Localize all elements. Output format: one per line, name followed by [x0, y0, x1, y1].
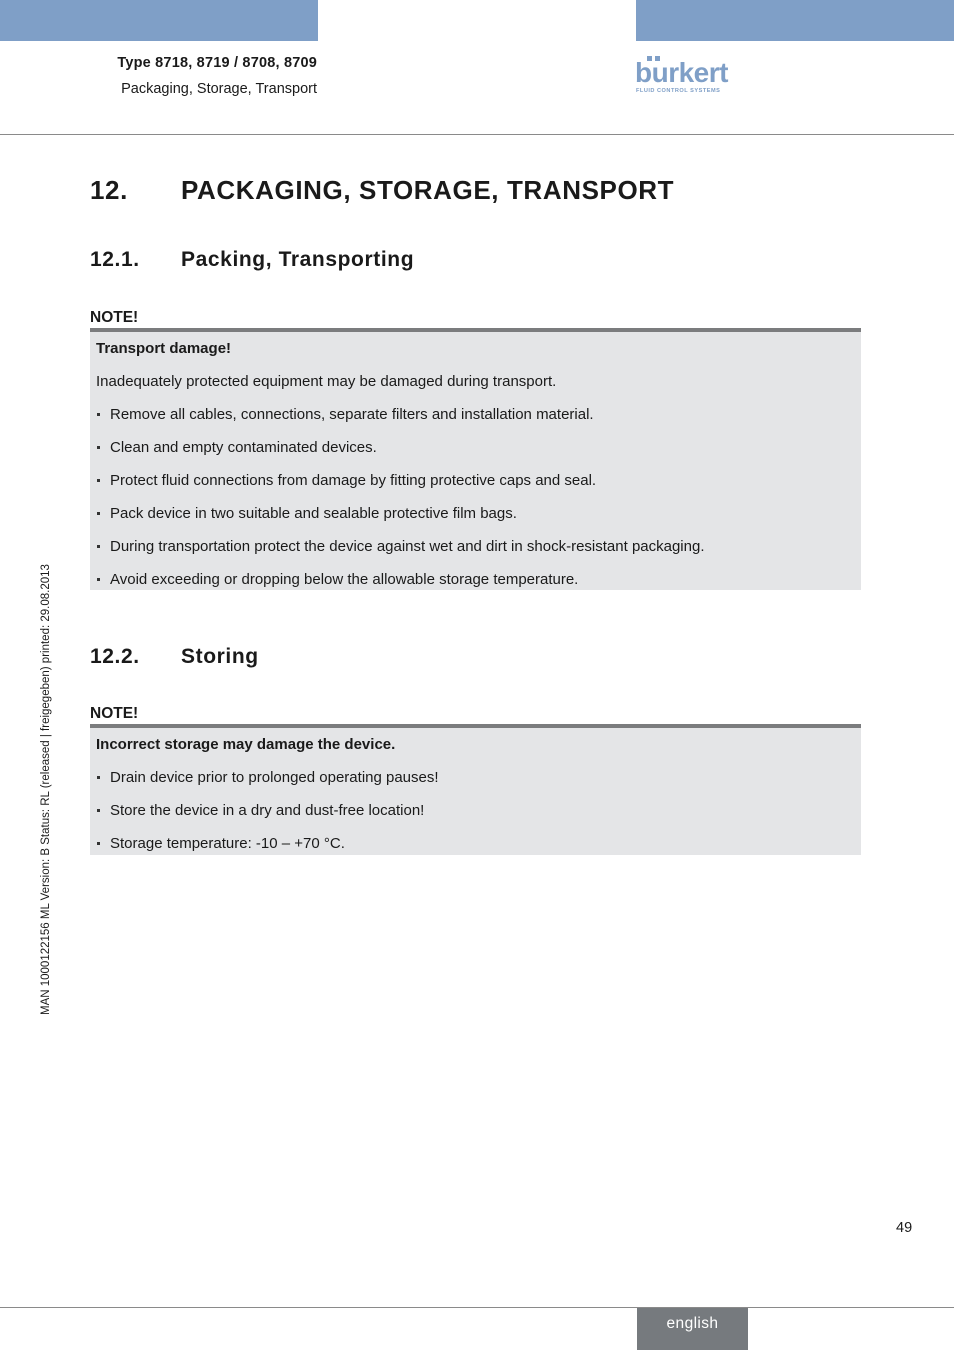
header-band-left [0, 0, 318, 41]
chapter-number: 12. [90, 175, 128, 205]
list-item: Avoid exceeding or dropping below the allowable storage temperature. [96, 571, 855, 604]
note-intro: Inadequately protected equipment may be damaged during transport. [96, 373, 557, 390]
list-item: Drain device prior to prolonged operating pauses! [96, 769, 855, 802]
note-label: NOTE! [90, 309, 139, 326]
section-heading-packing [90, 248, 414, 272]
list-item: Remove all cables, connections, separate filters and installation material. [96, 406, 855, 439]
list-item: During transportation protect the device against wet and dirt in shock-resistant packaging. [96, 538, 855, 571]
section-title: Packing, Transporting [181, 248, 415, 271]
logo-tagline: FLUID CONTROL SYSTEMS [636, 88, 721, 94]
logo-wordmark: burkert [635, 57, 728, 88]
note-box-storage [90, 724, 861, 855]
list-item: Clean and empty contaminated devices. [96, 439, 855, 472]
section-number: 12.2. [90, 645, 140, 668]
note-box-transport [90, 328, 861, 590]
header-divider [0, 134, 954, 135]
document-info-vertical: MAN 1000122156 ML Version: B Status: RL (released | freigegeben) printed: 29.08.2013 [40, 564, 52, 1015]
list-item: Pack device in two suitable and sealable protective film bags. [96, 505, 855, 538]
section-title: Storing [181, 645, 259, 668]
language-tab: english [637, 1308, 748, 1350]
chapter-title: PACKAGING, STORAGE, TRANSPORT [181, 175, 675, 205]
list-item: Protect fluid connections from damage by fitting protective caps and seal. [96, 472, 855, 505]
section-heading-storing [90, 645, 259, 669]
document-type: Type 8718, 8719 / 8708, 8709 [117, 55, 317, 71]
header-band-right [636, 0, 954, 41]
footer-divider [0, 1307, 954, 1308]
section-number: 12.1. [90, 248, 140, 271]
document-subtitle: Packaging, Storage, Transport [121, 81, 317, 97]
list-item: Store the device in a dry and dust-free location! [96, 802, 855, 835]
chapter-heading [90, 175, 674, 206]
note-title: Transport damage! [96, 340, 232, 357]
page-number: 49 [896, 1220, 913, 1236]
note-label: NOTE! [90, 705, 139, 722]
note-title: Incorrect storage may damage the device. [96, 736, 396, 753]
list-item: Storage temperature: -10 – +70 °C. [96, 835, 855, 868]
burkert-logo [635, 56, 735, 98]
